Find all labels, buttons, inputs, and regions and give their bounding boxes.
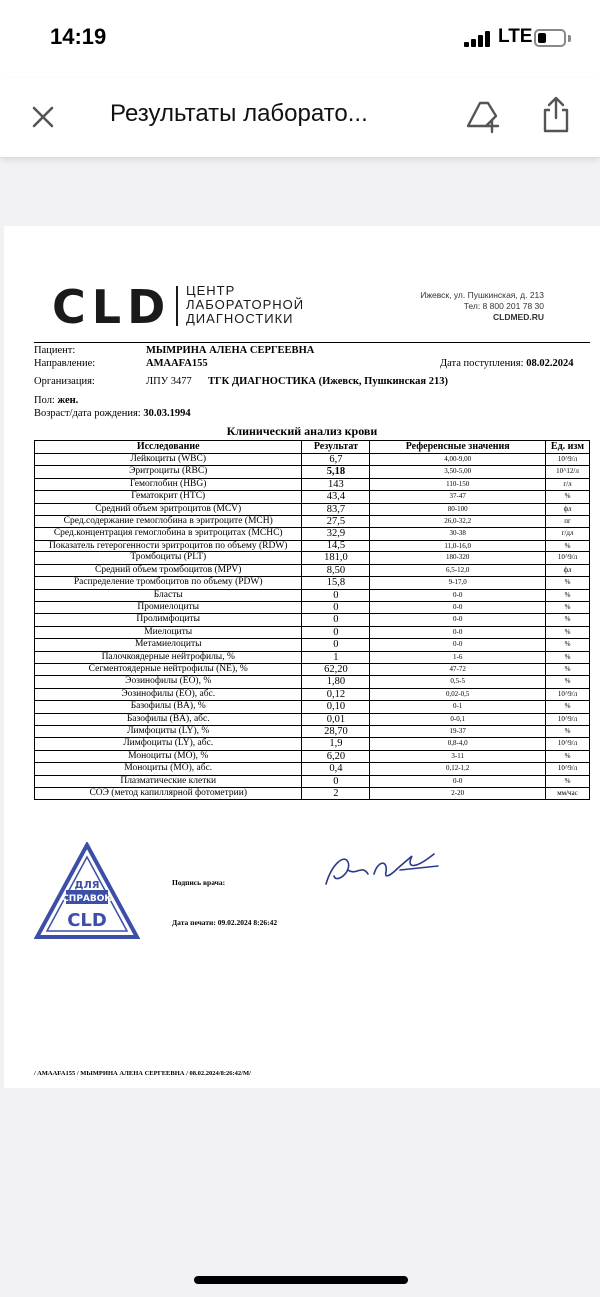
table-row <box>35 788 590 800</box>
test-result: 0 <box>302 601 370 613</box>
test-reference: 0-0 <box>370 775 546 787</box>
test-name: Показатель гетерогенности эритроцитов по объему (RDW) <box>35 540 302 552</box>
test-name: Метамиелоциты <box>35 639 302 651</box>
sex-row: Пол: жен. <box>34 395 79 406</box>
test-reference: 0-0 <box>370 626 546 638</box>
test-name: Бласты <box>35 589 302 601</box>
test-reference: 180-320 <box>370 552 546 564</box>
test-result: 181,0 <box>302 552 370 564</box>
test-reference: 0-0,1 <box>370 713 546 725</box>
test-name: Лимфоциты (LY), абс. <box>35 738 302 750</box>
header-reference: Референсные значения <box>370 441 546 454</box>
test-result: 14,5 <box>302 540 370 552</box>
test-name: Распределение тромбоцитов по объему (PDW) <box>35 577 302 589</box>
doctor-signature <box>322 850 442 890</box>
table-row <box>35 676 590 688</box>
logo-line-3: ДИАГНОСТИКИ <box>186 311 294 326</box>
table-row <box>35 577 590 589</box>
test-name: Лимфоциты (LY), % <box>35 726 302 738</box>
test-result: 0,12 <box>302 688 370 700</box>
test-unit: % <box>546 614 590 626</box>
test-reference: 80-100 <box>370 503 546 515</box>
test-reference: 4,00-9,00 <box>370 454 546 466</box>
test-name: Миелоциты <box>35 626 302 638</box>
test-reference: 11,0-16,0 <box>370 540 546 552</box>
logo-separator <box>176 286 178 326</box>
test-reference: 37-47 <box>370 491 546 503</box>
report-title: Клинический анализ крови <box>226 424 378 438</box>
share-icon[interactable] <box>538 94 574 134</box>
table-row <box>35 713 590 725</box>
test-unit: % <box>546 664 590 676</box>
org-label: Организация: <box>34 376 95 387</box>
table-row <box>35 701 590 713</box>
test-unit: % <box>546 701 590 713</box>
test-result: 0,4 <box>302 763 370 775</box>
table-row <box>35 626 590 638</box>
close-icon[interactable] <box>28 102 58 132</box>
markup-icon[interactable] <box>464 98 502 134</box>
test-result: 15,8 <box>302 577 370 589</box>
header-result: Результат <box>302 441 370 454</box>
results-table <box>34 440 590 800</box>
test-name: Эритроциты (RBC) <box>35 466 302 478</box>
test-unit: % <box>546 651 590 663</box>
test-reference: 2-20 <box>370 788 546 800</box>
test-unit: 10^12/л <box>546 466 590 478</box>
test-unit: % <box>546 726 590 738</box>
network-type: LTE <box>498 26 533 47</box>
test-result: 0,01 <box>302 713 370 725</box>
table-row <box>35 516 590 528</box>
table-row <box>35 688 590 700</box>
page-title: Результаты лаборато... <box>110 100 368 127</box>
table-row <box>35 775 590 787</box>
test-unit: % <box>546 639 590 651</box>
test-name: Гемоглобин (HBG) <box>35 478 302 490</box>
test-name: Моноциты (MO), % <box>35 750 302 762</box>
document-footer: / AMAAFA155 / МЫМРИНА АЛЕНА СЕРГЕЕВНА / 08.02.2024/8:26:42/M/ <box>34 1070 251 1077</box>
patient-label: Пациент: <box>34 345 76 356</box>
test-reference: 0-1 <box>370 701 546 713</box>
test-result: 0 <box>302 626 370 638</box>
test-reference: 110-150 <box>370 478 546 490</box>
status-bar <box>0 0 600 78</box>
table-row <box>35 664 590 676</box>
test-unit: % <box>546 589 590 601</box>
test-name: Базофилы (BA), % <box>35 701 302 713</box>
test-unit: г/л <box>546 478 590 490</box>
print-date: Дата печати: 09.02.2024 8:26:42 <box>172 918 278 927</box>
test-result: 28,70 <box>302 726 370 738</box>
battery-tip <box>568 35 571 42</box>
table-row <box>35 763 590 775</box>
table-row <box>35 528 590 540</box>
test-name: Гематокрит (HTC) <box>35 491 302 503</box>
test-result: 0 <box>302 614 370 626</box>
address-site: CLDMED.RU <box>493 312 544 322</box>
header-test: Исследование <box>35 441 302 454</box>
test-name: Сред.содержание гемоглобина в эритроците (MCH) <box>35 516 302 528</box>
test-unit: 10^9/л <box>546 552 590 564</box>
results-body <box>35 454 590 800</box>
test-result: 27,5 <box>302 516 370 528</box>
test-reference: 9-17,0 <box>370 577 546 589</box>
direction-value: AMAAFA155 <box>146 358 208 369</box>
test-unit: 10^9/л <box>546 738 590 750</box>
test-unit: г/дл <box>546 528 590 540</box>
test-reference: 19-37 <box>370 726 546 738</box>
table-row <box>35 540 590 552</box>
test-result: 0,10 <box>302 701 370 713</box>
stamp-line-2: СПРАВОК <box>62 894 112 904</box>
table-row <box>35 750 590 762</box>
table-header-row <box>35 441 590 454</box>
test-name: СОЭ (метод капиллярной фотометрии) <box>35 788 302 800</box>
header-unit: Ед. изм <box>546 441 590 454</box>
test-name: Лейкоциты (WBC) <box>35 454 302 466</box>
test-unit: 10^9/л <box>546 713 590 725</box>
address-phone: Тел: 8 800 201 78 30 <box>463 301 544 311</box>
test-result: 83,7 <box>302 503 370 515</box>
org-code: ЛПУ 3477 <box>146 376 192 387</box>
table-row <box>35 726 590 738</box>
table-row <box>35 651 590 663</box>
test-unit: % <box>546 491 590 503</box>
address-street: Ижевск, ул. Пушкинская, д. 213 <box>420 290 544 300</box>
test-unit: 10^9/л <box>546 763 590 775</box>
home-indicator[interactable] <box>194 1276 408 1284</box>
dob-row: Возраст/дата рождения: 30.03.1994 <box>34 408 191 419</box>
test-reference: 30-38 <box>370 528 546 540</box>
nav-bar <box>0 78 600 158</box>
test-result: 32,9 <box>302 528 370 540</box>
received-date: Дата поступления: 08.02.2024 <box>440 358 574 369</box>
test-unit: % <box>546 775 590 787</box>
test-reference: 0,5-5 <box>370 676 546 688</box>
test-result: 5,18 <box>302 466 370 478</box>
test-name: Промиелоциты <box>35 601 302 613</box>
test-name: Палочкоядерные нейтрофилы, % <box>35 651 302 663</box>
test-unit: мм/час <box>546 788 590 800</box>
table-row <box>35 564 590 576</box>
test-result: 2 <box>302 788 370 800</box>
test-name: Средний объем тромбоцитов (MPV) <box>35 564 302 576</box>
test-unit: % <box>546 577 590 589</box>
test-result: 1 <box>302 651 370 663</box>
test-unit: % <box>546 676 590 688</box>
test-name: Моноциты (MO), абс. <box>35 763 302 775</box>
test-result: 62,20 <box>302 664 370 676</box>
test-result: 6,20 <box>302 750 370 762</box>
test-result: 6,7 <box>302 454 370 466</box>
test-reference: 3,50-5,00 <box>370 466 546 478</box>
logo-line-2: ЛАБОРАТОРНОЙ <box>186 297 305 312</box>
test-unit: % <box>546 540 590 552</box>
test-unit: фл <box>546 503 590 515</box>
test-reference: 0,02-0,5 <box>370 688 546 700</box>
test-reference: 0,12-1,2 <box>370 763 546 775</box>
table-row <box>35 478 590 490</box>
patient-name: МЫМРИНА АЛЕНА СЕРГЕЕВНА <box>146 345 315 356</box>
test-reference: 0-0 <box>370 639 546 651</box>
status-time: 14:19 <box>50 24 107 49</box>
lab-report-document <box>4 226 600 1088</box>
test-result: 0 <box>302 775 370 787</box>
test-result: 1,80 <box>302 676 370 688</box>
signature-label: Подпись врача: <box>172 878 226 887</box>
test-reference: 3-11 <box>370 750 546 762</box>
table-row <box>35 589 590 601</box>
test-unit: фл <box>546 564 590 576</box>
stamp-brand: CLD <box>67 910 107 931</box>
logo-line-1: ЦЕНТР <box>186 283 236 298</box>
table-row <box>35 552 590 564</box>
test-name: Сред.концентрация гемоглобина в эритроцитах (MCHC) <box>35 528 302 540</box>
test-name: Тромбоциты (PLT) <box>35 552 302 564</box>
battery-icon <box>534 29 566 47</box>
test-name: Плазматические клетки <box>35 775 302 787</box>
logo-subtitle <box>186 284 326 326</box>
table-row <box>35 601 590 613</box>
test-result: 0 <box>302 589 370 601</box>
table-row <box>35 614 590 626</box>
test-reference: 26,0-32,2 <box>370 516 546 528</box>
test-name: Средний объем эритроцитов (MCV) <box>35 503 302 515</box>
table-row <box>35 454 590 466</box>
stamp-line-1: ДЛЯ <box>74 880 100 891</box>
test-reference: 1-6 <box>370 651 546 663</box>
test-reference: 6,5-12,0 <box>370 564 546 576</box>
test-unit: 10^9/л <box>546 454 590 466</box>
org-name: ТГК ДИАГНОСТИКА (Ижевск, Пушкинская 213) <box>208 376 448 387</box>
lab-address <box>420 290 544 323</box>
table-row <box>35 738 590 750</box>
test-name: Базофилы (BA), абс. <box>35 713 302 725</box>
test-reference: 0-0 <box>370 614 546 626</box>
test-unit: % <box>546 750 590 762</box>
test-reference: 0,8-4,0 <box>370 738 546 750</box>
test-name: Эозинофилы (EO), абс. <box>35 688 302 700</box>
test-unit: % <box>546 601 590 613</box>
table-row <box>35 491 590 503</box>
table-row <box>35 639 590 651</box>
cellular-signal-icon <box>464 31 494 47</box>
table-row <box>35 466 590 478</box>
direction-label: Направление: <box>34 358 96 369</box>
test-reference: 47-72 <box>370 664 546 676</box>
test-result: 143 <box>302 478 370 490</box>
divider <box>34 342 590 343</box>
stamp-seal <box>34 842 140 942</box>
test-result: 0 <box>302 639 370 651</box>
test-name: Эозинофилы (EO), % <box>35 676 302 688</box>
test-name: Пролимфоциты <box>35 614 302 626</box>
test-unit: пг <box>546 516 590 528</box>
table-row <box>35 503 590 515</box>
test-result: 8,50 <box>302 564 370 576</box>
test-result: 43,4 <box>302 491 370 503</box>
logo-brand: CLD <box>52 280 172 334</box>
test-unit: 10^9/л <box>546 688 590 700</box>
test-unit: % <box>546 626 590 638</box>
test-reference: 0-0 <box>370 589 546 601</box>
test-reference: 0-0 <box>370 601 546 613</box>
test-result: 1,9 <box>302 738 370 750</box>
test-name: Сегментоядерные нейтрофилы (NE), % <box>35 664 302 676</box>
